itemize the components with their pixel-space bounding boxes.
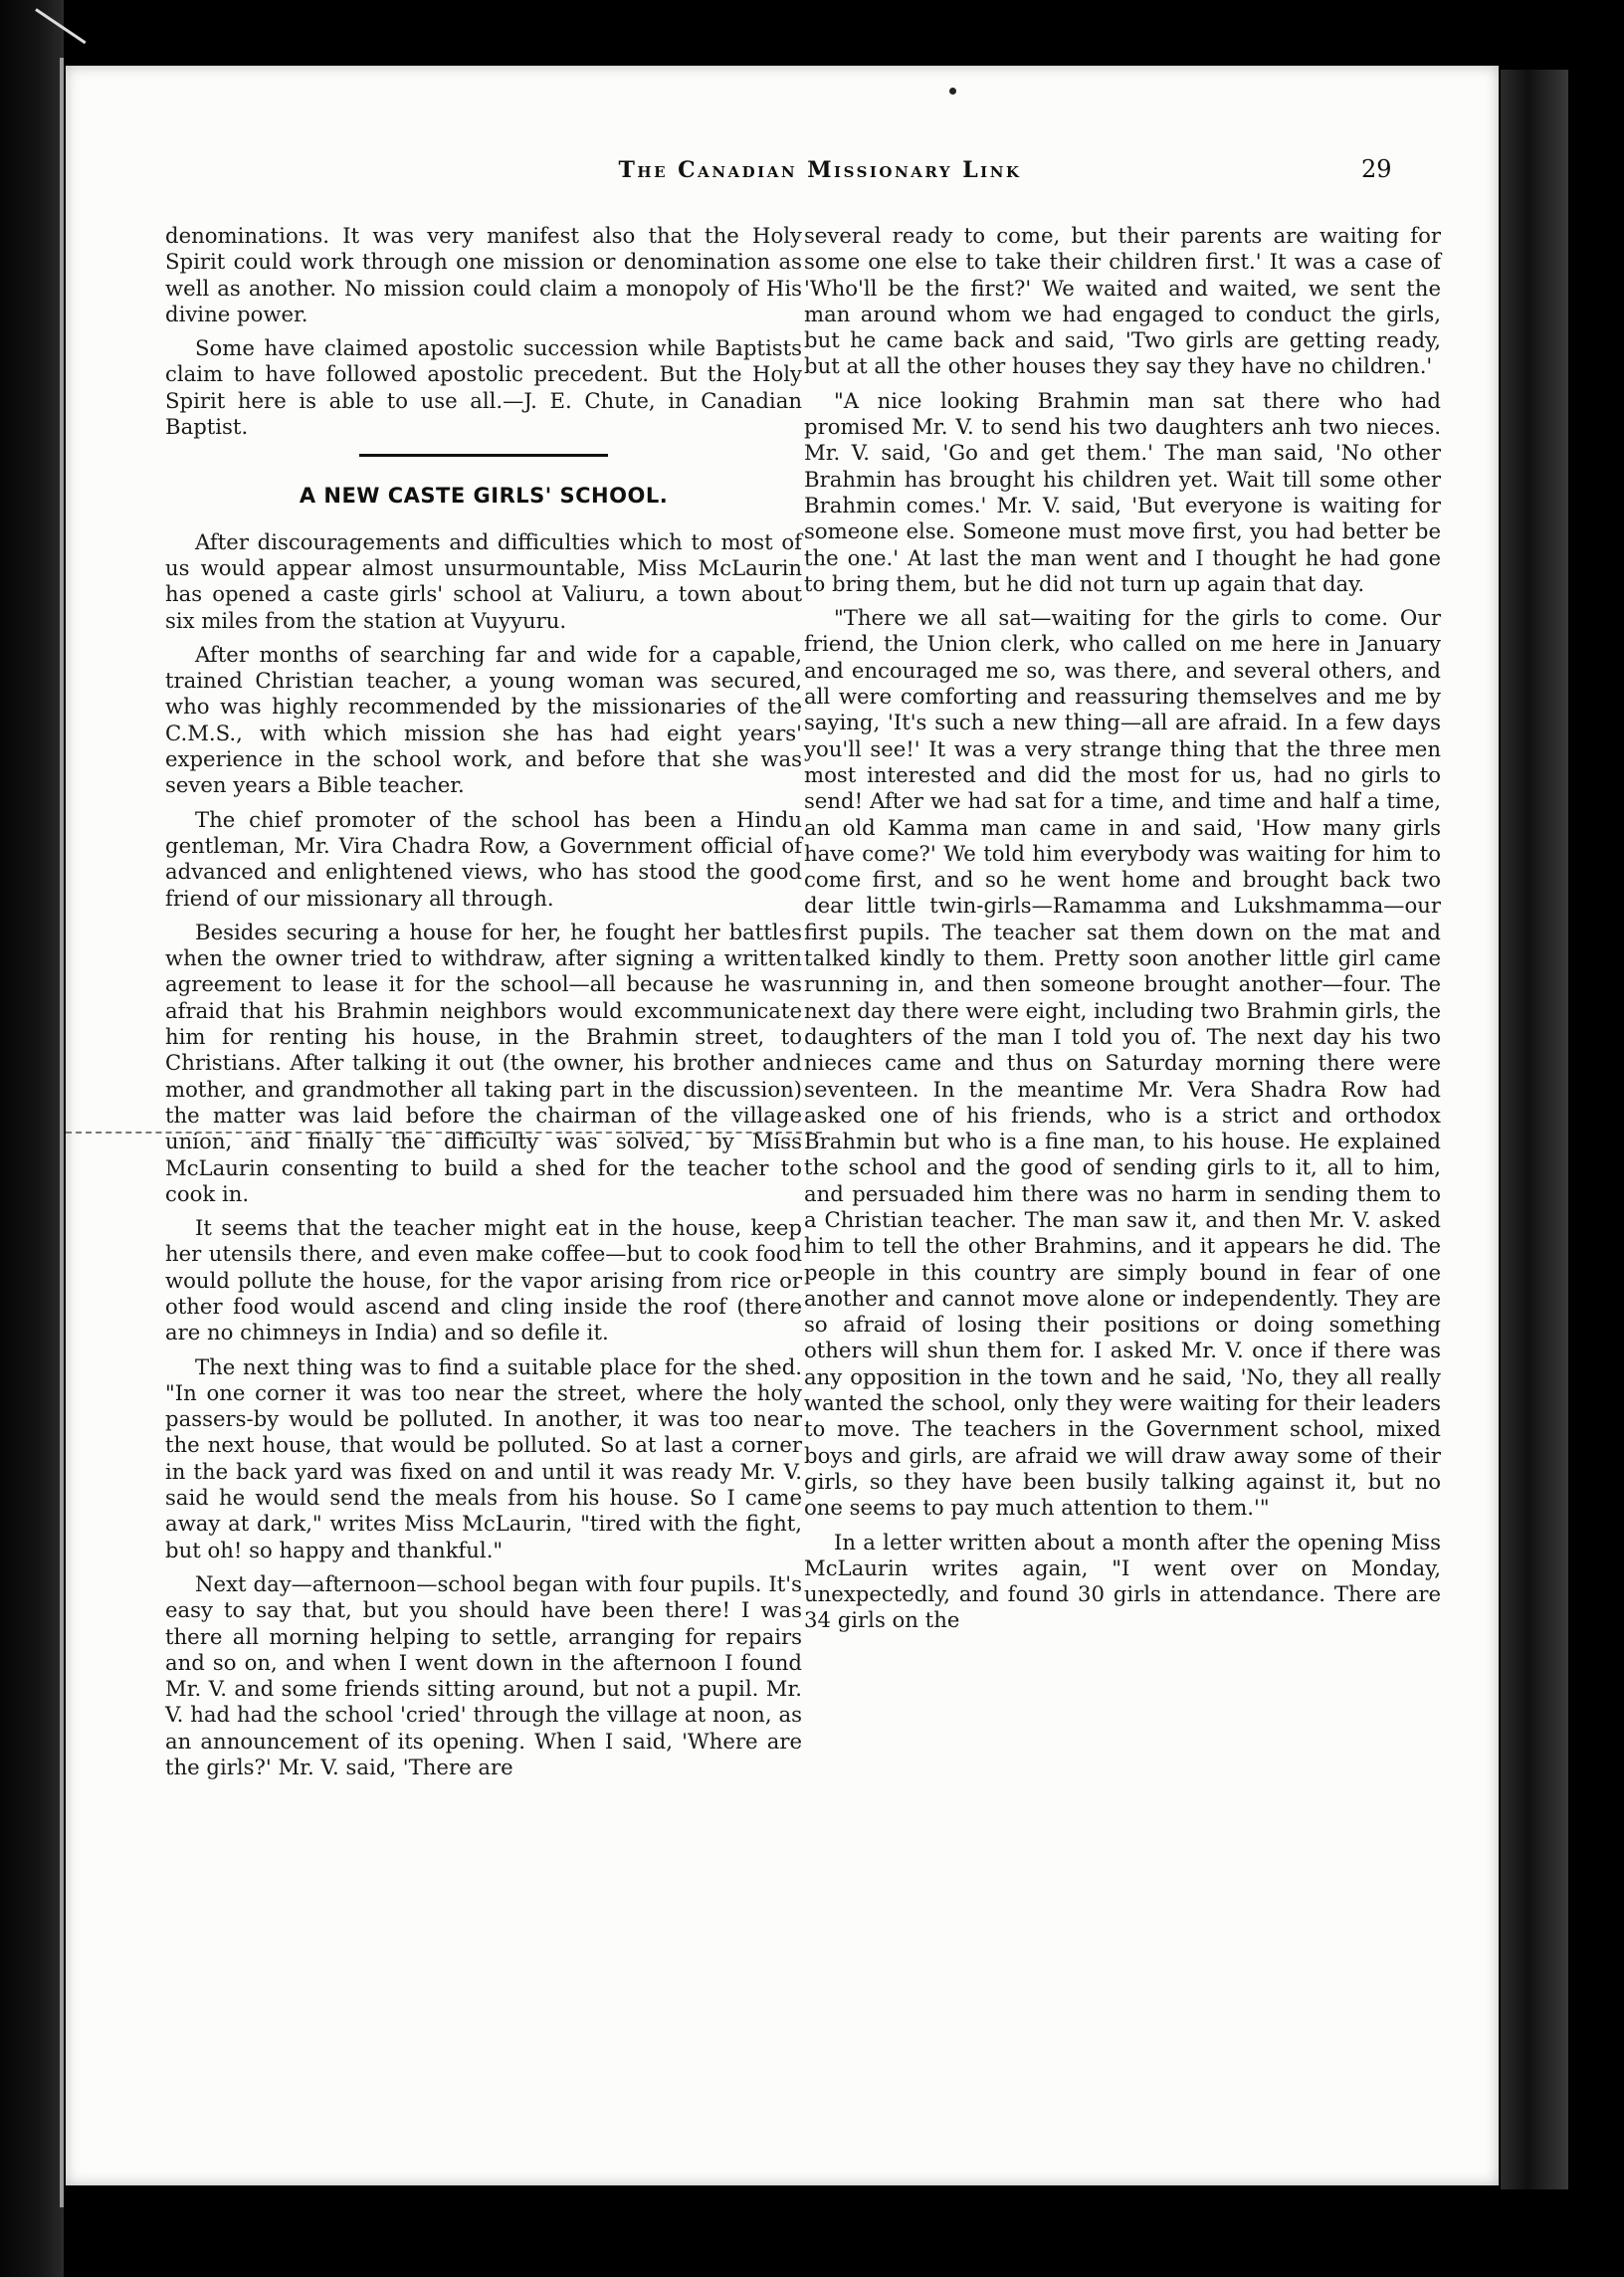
paragraph: It seems that the teacher might eat in the house, keep her utensils there, and even make coffee—but to cook food would pollute the house, for the vapor arising from rice or other food would ascend and cling inside the roof (there are no chimneys in India) and so defile it. [165, 1215, 802, 1346]
paragraph: Some have claimed apostolic succession while Baptists claim to have followed apostolic precedent. But the Holy Spirit here is able to use all.—J. E. Chute, in Canadian Baptist. [165, 335, 802, 440]
paragraph: "A nice looking Brahmin man sat there who had promised Mr. V. to send his two daughters anh two nieces. Mr. V. said, 'Go and get them.' The man said, 'No other Brahmin has brought his children yet. Wait till some other Brahmin comes.' Mr. V. said, 'But everyone is waiting for someone else. Someone must move first, you had better be the one.' At last the man went and I thought he had gone to bring them, but he did not turn up again that day. [804, 387, 1441, 596]
paragraph: "There we all sat—waiting for the girls to come. Our friend, the Union clerk, who called on me here in January and encouraged me so, was there, and several others, and all were comforting and reassuring themselves and me by saying, 'It's such a new thing—all are afraid. In a few days you'll see!' It was a very strange thing that the three men most interested and did the most for us, had no girls to send! After we had sat for a time, and time and half a time, an old Kamma man came in and said, 'How many girls have come?' We told him everybody was waiting for him to come first, and so he went home and brought back two dear little twin-girls—Ramamma and Lukshmamma—our first pupils. The teacher sat them down on the mat and talked kindly to them. Pretty soon another little girl came running in, and then someone brought another—four. The next day there were eight, including two Brahmin girls, the daughters of the man I told you of. The next day his two nieces came and thus on Saturday morning there were seventeen. In the meantime Mr. Vera Shadra Row had asked one of his friends, who is a strict and orthodox Brahmin but who is a fine man, to his house. He explained the school and the good of sending girls to it, all to him, and persuaded him there was no harm in sending them to a Christian teacher. The man saw it, and then Mr. V. asked him to tell the other Brahmins, and it appears he did. The people in this country are simply bound in fear of one another and cannot move alone or independently. They are so afraid of losing their positions or doing something others will shun them for. I asked Mr. V. once if there was any opposition in the town and he said, 'No, they all really wanted the school, only they were waiting for their leaders to move. The teachers in the Government school, mixed boys and girls, are afraid we will draw away some of their girls, so they have been busily talking against it, but no one seems to pay much attention to them.'" [804, 605, 1441, 1521]
paragraph: After months of searching far and wide for a capable, trained Christian teacher, a young woman was secured, who was highly recommended by the missionaries of the C.M.S., with which mission she has had eight years' experience in the school work, and before that she was seven years a Bible teacher. [165, 641, 802, 798]
binding-line [60, 58, 64, 2207]
paragraph: The next thing was to find a suitable place for the shed. "In one corner it was too near the street, where the holy passers-by would be polluted. In another, it was too near the next house, that would be polluted. So at last a corner in the back yard was fixed on and until it was ready Mr. V. said he would send the meals from his house. So I came away at dark," writes Miss McLaurin, "tired with the fight, but oh! so happy and thankful." [165, 1353, 802, 1562]
magazine-page [66, 66, 1499, 2185]
section-divider [359, 454, 608, 457]
paragraph: several ready to come, but their parents are waiting for some one else to take their children first.' It was a case of 'Who'll be the first?' We waited and waited, we sent the man around whom we had engaged to conduct the girls, but he came back and said, 'Two girls are getting ready, but at all the other houses they say they have no children.' [804, 223, 1441, 379]
right-column [804, 223, 1441, 1642]
page-header [66, 157, 1499, 197]
binding-edge [0, 0, 64, 2277]
page-number: 29 [1361, 155, 1392, 183]
left-column [165, 223, 802, 1788]
paragraph: After discouragements and difficulties which to most of us would appear almost unsurmountable, Miss McLaurin has opened a caste girls' school at Valiuru, a town about six miles from the station at Vuyyuru. [165, 528, 802, 633]
paragraph: denominations. It was very manifest also that the Holy Spirit could work through one mission or denomination as well as another. No mission could claim a monopoly of His divine power. [165, 223, 802, 326]
paragraph: Next day—afternoon—school began with four pupils. It's easy to say that, but you should have been there! I was there all morning helping to settle, arranging for repairs and so on, and when I went down in the afternoon I found Mr. V. and some friends sitting around, but not a pupil. Mr. V. had had the school 'cried' through the village at noon, as an announcement of its opening. When I said, 'Where are the girls?' Mr. V. said, 'There are [165, 1570, 802, 1780]
paragraph: In a letter written about a month after the opening Miss McLaurin writes again, "I went over on Monday, unexpectedly, and found 30 girls in attendance. There are 34 girls on the [804, 1529, 1441, 1633]
paragraph: Besides securing a house for her, he fought her battles when the owner tried to withdraw, after signing a written agreement to lease it for the school—all because he was afraid that his Brahmin neighbors would excommunicate him for renting his house, in the Brahmin street, to Christians. After talking it out (the owner, his brother and mother, and grandmother all taking part in the discussion) the matter was laid before the chairman of the village union, and finally the difficulty was solved, by Miss McLaurin consenting to build a shed for the teacher to cook in. [165, 919, 802, 1206]
article-heading: A NEW CASTE GIRLS' SCHOOL. [299, 484, 669, 509]
running-title: The Canadian Missionary Link [618, 157, 1022, 183]
ink-dot [949, 88, 956, 95]
paragraph: The chief promoter of the school has been a Hindu gentleman, Mr. Vira Chadra Row, a Government official of advanced and enlightened views, who has stood the good friend of our missionary all through. [165, 806, 802, 911]
volume-edge [1501, 70, 1568, 2189]
